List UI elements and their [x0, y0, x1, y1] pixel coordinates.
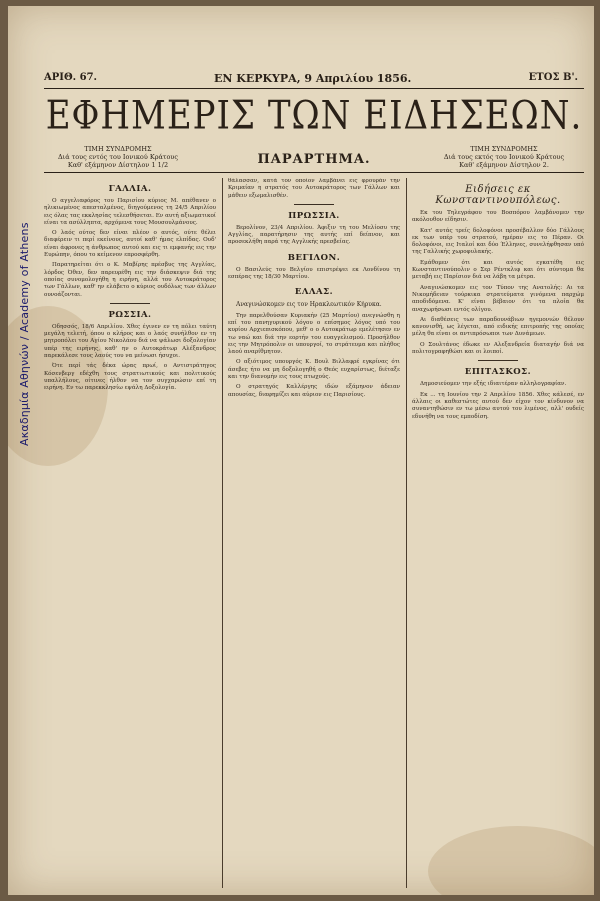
section-heading: ΕΛΛΑΣ. [294, 287, 334, 298]
article-paragraph: Αι διαθέσεις των παραδουνάβιων ηγεμονιών θέλουν κανονισθή, ως λέγεται, από ειδικής επιτροπής της οποίας μέλη θα είναι οι αντιπρόσωποι των Δυνάμεων. [412, 316, 584, 338]
article-paragraph: Δημοσιεύομεν την εξής ιδιαιτέραν αλληλογραφίαν. [420, 381, 567, 388]
header-rule [44, 88, 584, 89]
section-heading: ΒΕΓΙΛΟΝ. [287, 252, 341, 263]
section-heading: ΠΡΩΣΣΙΑ. [288, 210, 340, 221]
article-paragraph: Ότε περί τάς δέκα ώρας πρωί, ο Αντιστράτηγος Κόσενβεργ εδέχθη τους στρατιωτικούς και πολιτικούς υπαλλήλους, οίτινες ήλθον να τον συγχαρώσιν επί τη ειρήνη. Εν τω παρεκκλησίω εψάλη Δοξολογία. [44, 363, 216, 392]
article-paragraph: Ο Βασιλεύς του Βελγίου επιστρέψει εκ Λονδίνου τη εσπέρας της 18/30 Μαρτίου. [228, 266, 400, 281]
subscription-left-line1: Διά τους εντός του Ιονικού Κράτους [57, 153, 179, 161]
article-paragraph: Ο αξιότιμος υπουργός Κ. Βουλ Βιλλαφρέ εγκρίνας ότι άσεβες ήτο να μη δοξολογηθή ο Θεός ευχαρίστως, διέταξε και την διανομήν εις τους πτωχούς. [228, 359, 400, 381]
issue-year: ΕΤΟΣ Β'. [528, 72, 578, 83]
section-divider [294, 204, 334, 205]
issue-number: ΑΡΙΘ. 67. [44, 72, 98, 83]
section-heading: Ειδήσεις εκ Κωνσταντινουπόλεως. [435, 184, 561, 206]
article-paragraph: θάλασσαν, κατά τον οποίον λαμβάνει εις φρουράν την Κριμαίαν η στρατός του Αυτοκράτορος των Γάλλων και μάθειν εξωμαλισθέν. [228, 178, 400, 199]
subscription-right-title: ΤΙΜΗ ΣΥΝΔΡΟΜΗΣ [470, 145, 538, 153]
subscription-right-line1: Διά τους εκτός του Ιονικού Κράτους [443, 153, 565, 161]
section-heading: ΕΠΙΤΑΣΚΟΣ. [464, 367, 532, 378]
subscription-right-line2: Καθ' εξάμηνον Δίστηλον 2. [459, 161, 549, 169]
subscription-left [48, 145, 188, 169]
article-paragraph: Βερολίνον, 23/4 Απριλίου. Άφιξιν τη του Μελίοσυ της Αγγλίας, παρατήρησιν της αυτής επί δείπνον, και προσεκλήθη παρά της Αγγλικής πρεσβείας. [228, 224, 400, 246]
library-watermark: Ακαδημία Αθηνών / Academy of Athens [18, 222, 31, 446]
subscription-left-line2: Καθ' εξάμηνον Δίστηλον 1 1/2 [67, 161, 169, 169]
article-paragraph: Ο αγγελιαφόρος του Παρισίου κύριος Μ. απέθανεν ο ηλικιωμένος απεσταλμένος, διηγούμενος τη 24/5 Απριλίου εις όλας τας εκκλησίας τελεσθήσεται. Εν αυτή αξιωματικοί είναι τα ασύλληπτα, αρχόμενα τους Μουσουλμάνους. [44, 198, 216, 226]
issue-date: ΕΝ ΚΕΡΚΥΡΑ, 9 Απριλίου 1856. [214, 72, 412, 85]
section-divider [110, 303, 150, 304]
column-1 [44, 178, 216, 888]
article-paragraph: Οδησσός, 18/6 Απριλίου. Χθες έγινεν εν τη πόλει ταύτη μεγάλη τελετή, όπου ο κλήρος και ο λαός συνήλθον εν τη μητροπόλει του Αγίου Νικολάου διά να ψάλωσι δοξολογίαν υπέρ της ειρήνης, καθ' ην ο Αυτοκράτωρ Αλέξανδρος παρεκάλεσε τους λαούς του να μείνωσι ήσυχοι. [44, 323, 216, 360]
masthead-rule [44, 172, 584, 173]
column-divider [222, 178, 223, 888]
column-divider [406, 178, 407, 888]
article-paragraph: Την παρελθούσαν Κυριακήν (25 Μαρτίου) ανεγνώσθη η επί του πανηγυρικού λόγου ο επίσημος λόγος υπό του κυρίου Αρχιεπισκόπου, μεθ' ο ο Αυτοκράτωρ εμελέτησεν εν τω ναώ και διά την εορτήν του ευαγγελισμού. Προσήλθον εις την Μητρόπολιν οι υπουργοί, το στράτευμα και πλήθος λαού αναρίθμητον. [228, 312, 400, 356]
article-paragraph: Αναγινώσκομεν εις τον Τύπον της Ανατολής: Αι τα Νικομήδειαν τούρκικα στρατεύματα γινόμενα παρχώμ αποδιδόμενα. Κ' είναι βέβαιον ότι τα πλοία θα αναχωρήσωσι εντός ολίγου. [412, 284, 584, 313]
section-divider [478, 360, 518, 361]
section-heading: ΓΑΛΛΙΑ. [108, 184, 152, 194]
article-paragraph: Ο λαός ούτος δεν είναι πλέον ο αυτός, ούτε θέλει διαφέρειν τι περί εκείνους, αυτοί καθ' ήμας ελπίδας. Ουδ' είναι άφρονες η άνθρωπος αυτού και εις τι εμφανής εις την Ευρώπην, όπου το κείμενον επροσφέρθη. [44, 230, 216, 259]
masthead-title: ΕΦΗΜΕΡΙΣ ΤΩΝ ΕΙΔΗΣΕΩΝ. [45, 92, 583, 139]
issue-header [44, 72, 584, 86]
article-paragraph: Παρατηρείται ότι ο Κ. Μαβίρης πρέσβυς της Αγγλίας, λόρδος Όθεν, δεν παρευρέθη εις την διάσκεψιν διά της οποίας συνομολογήθη η ειρήνη, αλλά του Αυτοκράτορος των Γάλλων, καθ' ην ελάβετο ο κύριος ουδόλως των άλλων ουνοάζονται. [44, 262, 216, 298]
subscription-left-title: ΤΙΜΗ ΣΥΝΔΡΟΜΗΣ [84, 145, 152, 153]
article-columns [44, 178, 584, 888]
article-paragraph: Ο Σουλτάνος έδωκε εν Αλεξανδρεία διαταγήν διά να πολιτογραφηθώσι και οι λοιποί. [412, 341, 584, 356]
subscription-right [434, 145, 574, 169]
column-2 [228, 178, 400, 888]
article-paragraph: Εκ του Τηλεγράφου του Βοσπόρου λαμβάνομεν την ακόλουθον είδησιν. [412, 210, 584, 224]
column-3 [412, 178, 584, 888]
section-heading: ΡΩΣΣΙΑ. [108, 309, 152, 320]
article-paragraph: Εμάθομεν ότι και αυτός εγκατέθη εις Κωνσταντινούπολιν ο Σερ Ρέντκλιφ και ότι σύντομα θα μεταβή εις Παρίσιον διά να λάβη τα μέτρα. [412, 259, 584, 281]
article-paragraph: Εκ ... τη Ιουνίου την 2 Απριλίου 1856. Χθες κάλεσέ, εν άλλαις οι καθεστώτες αυτού δεν είχον τον κίνδυνον να συναντηθώσιν εν τω μέσω αυτού του λιμένος, αλλ' ουδείς εδυνήθη να τους εμποδίση. [412, 391, 584, 420]
article-paragraph: Αναγινώσκομεν εις τον Ηρακλεωτικόν Κήρυκα. [236, 301, 382, 309]
article-paragraph: Κατ' αυτάς τρείς δολοφόνοι προσέβαλλον δύο Γάλλους εκ των υπέρ του στρατού, ημέραν εις το Πέραν. Οι δολοφόνοι, εις Ιταλοί και δύο Έλληνες, συνελήφθησαν υπό της Γαλλικής χωροφυλακής. [412, 227, 584, 256]
supplement-title: ΠΑΡΑΡΤΗΜΑ. [257, 152, 371, 167]
article-paragraph: Ο στρατηγός Καλλέργης ιδών εξάμηνον άδειαν απουσίας, διαφημίζει και αύριον εις Παρισίους. [228, 384, 400, 398]
newspaper-page [8, 6, 594, 895]
